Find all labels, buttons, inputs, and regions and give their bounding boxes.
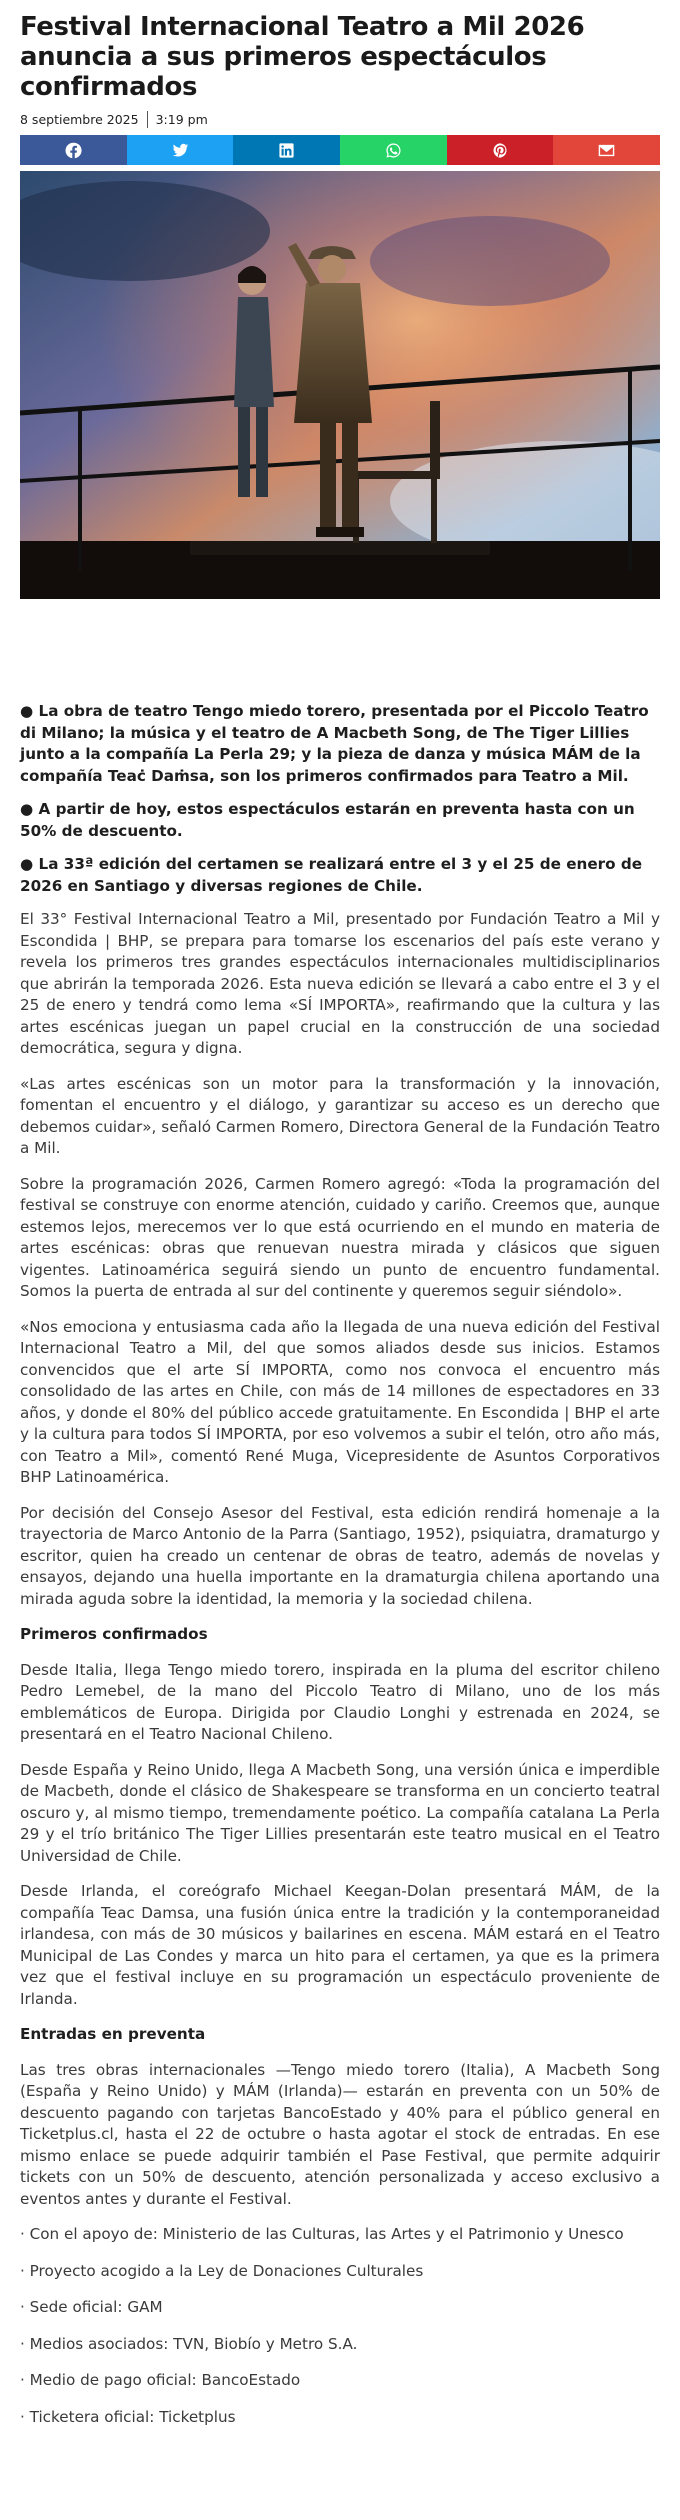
credit-item: · Sede oficial: GAM: [20, 2298, 163, 2316]
section-heading-preventa: Entradas en preventa: [20, 2025, 206, 2043]
meta-divider: [147, 111, 148, 128]
share-email-button[interactable]: [553, 135, 660, 165]
credit-item: · Proyecto acogido a la Ley de Donaciones Culturales: [20, 2261, 424, 2280]
pinterest-icon: [492, 142, 509, 159]
article-time: 3:19 pm: [155, 111, 208, 127]
facebook-icon: [65, 142, 82, 159]
paragraph-irlanda: Desde Irlanda, el coreógrafo Michael Keegan-Dolan presentará MÁM, de la compañía Teac Damsa, una fusión única entre la tradición y la contemporaneidad irlandesa, con más de 30 músicos y bailarines en escena. MÁM estará en el Teatro Municipal de Las Condes y marca un hito para el certamen, ya que es la primera vez que el festival incluye en su programación un espectáculo proveniente de Irlanda.: [20, 1882, 660, 2008]
paragraph-4: «Nos emociona y entusiasma cada año la llegada de una nueva edición del Festival Internacional Teatro a Mil, del que somos aliados desde sus inicios. Estamos convencidos que el arte SÍ IMPORTA, como nos convoca el encuentro más consolidado de las artes en Chile, con más de 14 millones de espectadores en 33 años, y donde el 80% del público accede gratuitamente. En Escondida | BHP el arte y la cultura para todos SÍ IMPORTA, por eso volvemos a subir el telón, otro año más, con Teatro a Mil», comentó René Muga, Vicepresidente de Asuntos Corporativos BHP Latinoamérica.: [20, 1317, 660, 1486]
highlight-1: ● La obra de teatro Tengo miedo torero, presentada por el Piccolo Teatro di Milano; la música y el teatro de A Macbeth Song, de The Tiger Lillies junto a la compañía La Perla 29; y la pieza de danza y música MÁM de la compañía Teaċ Daṁsa, son los primeros confirmados para Teatro a Mil.: [20, 702, 649, 785]
whatsapp-icon: [385, 142, 402, 159]
paragraph-1: El 33° Festival Internacional Teatro a Mil, presentado por Fundación Teatro a Mil y Escondida | BHP, se prepara para tomarse los escenarios del país este verano y revela los primeros tres grandes espectáculos internacionales multidisciplinarios que abrirán la temporada 2026. Esta nueva edición se llevará a cabo entre el 3 y el 25 de enero y tendrá como lema «SÍ IMPORTA», reafirmando que la cultura y las artes escénicas juegan un papel crucial en la construcción de una sociedad democrática, segura y digna.: [20, 910, 660, 1057]
highlight-3: ● La 33ª edición del certamen se realizará entre el 3 y el 25 de enero de 2026 en Santiago y diversas regiones de Chile.: [20, 855, 643, 895]
share-bar: [20, 135, 660, 165]
share-twitter-button[interactable]: [127, 135, 234, 165]
credit-item: · Con el apoyo de: Ministerio de las Culturas, las Artes y el Patrimonio y Unesco: [20, 2225, 624, 2243]
image-spacer: [20, 599, 660, 701]
paragraph-2: «Las artes escénicas son un motor para la transformación y la innovación, fomentan el encuentro y el diálogo, y garantizar su acceso es un derecho que debemos cuidar», señaló Carmen Romero, Directora General de la Fundación Teatro a Mil.: [20, 1074, 660, 1157]
paragraph-5: Por decisión del Consejo Asesor del Festival, esta edición rendirá homenaje a la trayectoria de Marco Antonio de la Parra (Santiago, 1952), psiquiatra, dramaturgo y escritor, quien ha creado un centenar de obras de teatro, además de novelas y ensayos, dejando una huella importante en la dramaturgia chilena aportando una mirada aguda sobre la identidad, la memoria y la sociedad chilena.: [20, 1503, 660, 1608]
share-facebook-button[interactable]: [20, 135, 127, 165]
share-linkedin-button[interactable]: [233, 135, 340, 165]
highlight-2: ● A partir de hoy, estos espectáculos estarán en preventa hasta con un 50% de descuento.: [20, 800, 635, 840]
credit-item: · Medios asociados: TVN, Biobío y Metro S.A.: [20, 2334, 358, 2353]
paragraph-3: Sobre la programación 2026, Carmen Romero agregó: «Toda la programación del festival se construye con enorme atención, cuidado y cariño. Creemos que, aunque estemos lejos, merecemos ver lo que está ocurriendo en el mundo en materia de artes escénicas: obras que renuevan nuestra mirada y clásicos que siguen vigentes. Latinoamérica seguirá siendo un punto de encuentro fundamental. Somos la puerta de entrada al sur del continente y queremos seguir siéndolo».: [20, 1174, 660, 1300]
credit-item: · Medio de pago oficial: BancoEstado: [20, 2371, 301, 2389]
paragraph-espana: Desde España y Reino Unido, llega A Macbeth Song, una versión única e imperdible de Macbeth, donde el clásico de Shakespeare se transforma en un concierto teatral oscuro y, al mismo tiempo, tremendamente poético. La compañía catalana La Perla 29 y el trío británico The Tiger Lillies presentarán este teatro musical en el Teatro Universidad de Chile.: [20, 1760, 660, 1865]
article-date: 8 septiembre 2025: [20, 111, 139, 127]
twitter-icon: [172, 142, 189, 159]
section-heading-confirmados: Primeros confirmados: [20, 1625, 208, 1643]
hero-photo: [20, 171, 660, 599]
article-meta: [20, 110, 660, 128]
share-pinterest-button[interactable]: [447, 135, 554, 165]
share-whatsapp-button[interactable]: [340, 135, 447, 165]
credit-item: · Ticketera oficial: Ticketplus: [20, 2407, 236, 2426]
article-title: Festival Internacional Teatro a Mil 2026 anuncia a sus primeros espectáculos confirmados: [20, 12, 585, 102]
paragraph-preventa: Las tres obras internacionales —Tengo miedo torero (Italia), A Macbeth Song (España y Reino Unido) y MÁM (Irlanda)— estarán en preventa con un 50% de descuento pagando con tarjetas BancoEstado y 40% para el público general en Ticketplus.cl, hasta el 22 de octubre o hasta agotar el stock de entradas. En ese mismo enlace se puede adquirir también el Pase Festival, que permite adquirir tickets con un 50% de descuento, atención personalizada y acceso exclusivo a eventos antes y durante el Festival.: [20, 2060, 660, 2208]
stage-photo-illustration: [20, 171, 660, 599]
paragraph-italia: Desde Italia, llega Tengo miedo torero, inspirada en la pluma del escritor chileno Pedro Lemebel, de la mano del Piccolo Teatro di Milano, uno de los más emblemáticos de Europa. Dirigida por Claudio Longhi y estrenada en 2024, se presentará en el Teatro Nacional Chileno.: [20, 1660, 660, 1743]
email-icon: [598, 142, 615, 159]
linkedin-icon: [278, 142, 295, 159]
